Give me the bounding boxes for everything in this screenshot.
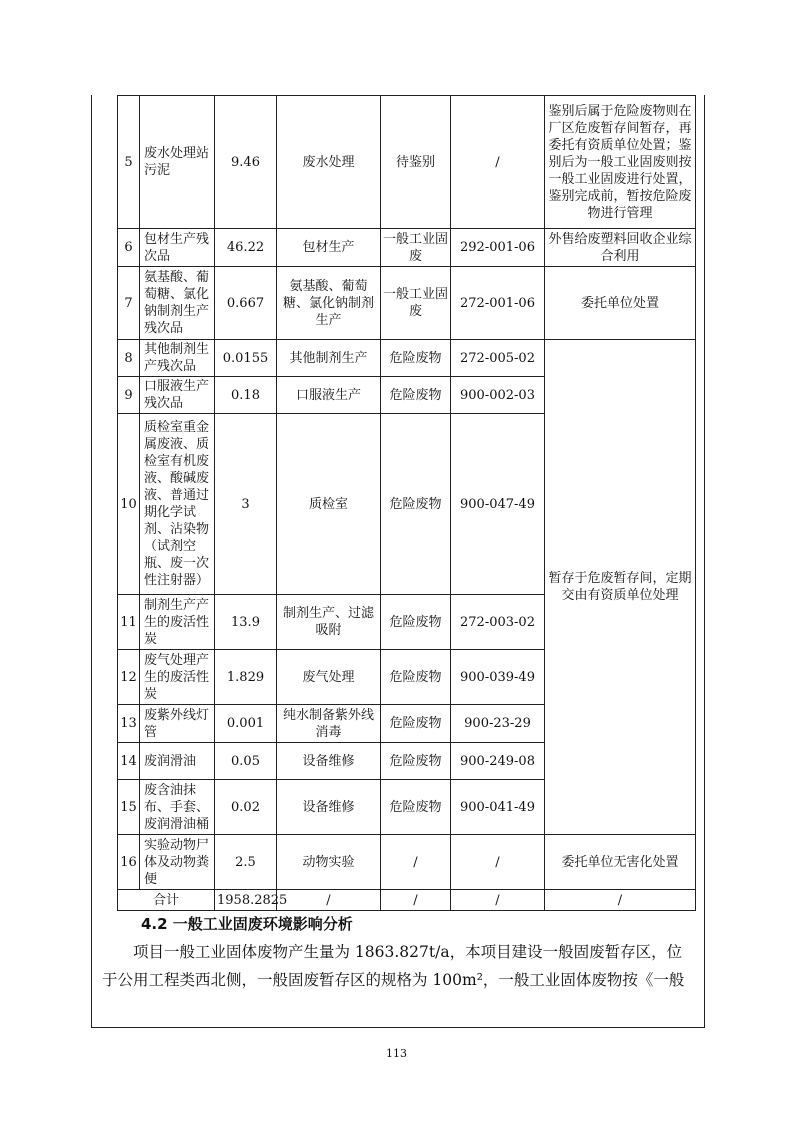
waste-amount: 2.5: [215, 835, 277, 890]
row-number: 16: [118, 835, 140, 890]
waste-name: 包材生产残次品: [140, 229, 215, 267]
waste-source: 设备维修: [277, 780, 381, 835]
table-row: [118, 340, 696, 377]
total-label: 合计: [118, 890, 215, 911]
waste-code: /: [451, 96, 545, 229]
waste-category: 危险废物: [381, 340, 451, 377]
waste-category: 待鉴别: [381, 96, 451, 229]
row-number: 5: [118, 96, 140, 229]
waste-disposal: 外售给废塑料回收企业综合利用: [545, 229, 696, 267]
waste-code: 900-039-49: [451, 650, 545, 705]
waste-disposal: 委托单位处置: [545, 267, 696, 340]
table-row: [118, 96, 696, 229]
total-code: /: [451, 890, 545, 911]
waste-category: /: [381, 835, 451, 890]
page-number: 113: [386, 1047, 407, 1060]
waste-amount: 0.667: [215, 267, 277, 340]
waste-source: 废水处理: [277, 96, 381, 229]
row-number: 14: [118, 743, 140, 780]
waste-code: 272-001-06: [451, 267, 545, 340]
table-row: [118, 835, 696, 890]
waste-source: 其他制剂生产: [277, 340, 381, 377]
waste-amount: 1.829: [215, 650, 277, 705]
row-number: 15: [118, 780, 140, 835]
waste-category: 危险废物: [381, 650, 451, 705]
waste-code: 900-002-03: [451, 377, 545, 414]
waste-source: 纯水制备紫外线消毒: [277, 705, 381, 743]
waste-source: 动物实验: [277, 835, 381, 890]
solid-waste-table: [117, 95, 696, 911]
waste-amount: 13.9: [215, 595, 277, 650]
paragraph-line: 于公用工程类西北侧，一般固废暂存区的规格为 100m²，一般工业固体废物按《一般: [102, 971, 685, 989]
waste-amount: 0.0155: [215, 340, 277, 377]
waste-name: 氨基酸、葡萄糖、氯化钠制剂生产残次品: [140, 267, 215, 340]
waste-name: 口服液生产残次品: [140, 377, 215, 414]
waste-source: 制剂生产、过滤吸附: [277, 595, 381, 650]
waste-code: /: [451, 835, 545, 890]
waste-code: 900-249-08: [451, 743, 545, 780]
waste-source: 包材生产: [277, 229, 381, 267]
merged-disposal: 暂存于危废暂存间，定期交由有资质单位处理: [545, 340, 696, 835]
row-number: 8: [118, 340, 140, 377]
total-disposal: /: [545, 890, 696, 911]
table-row: [118, 267, 696, 340]
total-row: [118, 890, 696, 911]
row-number: 11: [118, 595, 140, 650]
waste-source: 氨基酸、葡萄糖、氯化钠制剂生产: [277, 267, 381, 340]
total-source: /: [277, 890, 381, 911]
row-number: 7: [118, 267, 140, 340]
waste-name: 废水处理站污泥: [140, 96, 215, 229]
waste-category: 危险废物: [381, 780, 451, 835]
waste-category: 一般工业固废: [381, 267, 451, 340]
waste-name: 实验动物尸体及动物粪便: [140, 835, 215, 890]
waste-code: 272-005-02: [451, 340, 545, 377]
waste-name: 质检室重金属废液、质检室有机废液、酸碱废液、普通过期化学试剂、沾染物（试剂空瓶、废一次性注射器）: [140, 414, 215, 595]
waste-amount: 0.05: [215, 743, 277, 780]
waste-amount: 46.22: [215, 229, 277, 267]
waste-name: 废润滑油: [140, 743, 215, 780]
paragraph-line: 项目一般工业固体废物产生量为 1863.827t/a，本项目建设一般固废暂存区，位: [133, 943, 683, 961]
waste-amount: 0.001: [215, 705, 277, 743]
waste-amount: 3: [215, 414, 277, 595]
waste-category: 一般工业固废: [381, 229, 451, 267]
row-number: 13: [118, 705, 140, 743]
waste-amount: 0.18: [215, 377, 277, 414]
total-amount: 1958.2825: [215, 890, 277, 911]
waste-code: 292-001-06: [451, 229, 545, 267]
waste-disposal: 鉴别后属于危险废物则在厂区危废暂存间暂存，再委托有资质单位处置；鉴别后为一般工业固废则按一般工业固废进行处置，鉴别完成前，暂按危险废物进行管理: [545, 96, 696, 229]
waste-name: 废气处理产生的废活性炭: [140, 650, 215, 705]
waste-name: 废紫外线灯管: [140, 705, 215, 743]
row-number: 12: [118, 650, 140, 705]
waste-name: 废含油抹布、手套、废润滑油桶: [140, 780, 215, 835]
waste-code: 900-041-49: [451, 780, 545, 835]
body-paragraph: [102, 938, 696, 994]
row-number: 10: [118, 414, 140, 595]
waste-source: 质检室: [277, 414, 381, 595]
waste-amount: 0.02: [215, 780, 277, 835]
waste-code: 272-003-02: [451, 595, 545, 650]
waste-category: 危险废物: [381, 377, 451, 414]
waste-amount: 9.46: [215, 96, 277, 229]
waste-category: 危险废物: [381, 743, 451, 780]
total-category: /: [381, 890, 451, 911]
waste-code: 900-047-49: [451, 414, 545, 595]
waste-name: 制剂生产产生的废活性炭: [140, 595, 215, 650]
waste-source: 口服液生产: [277, 377, 381, 414]
waste-source: 废气处理: [277, 650, 381, 705]
table-row: [118, 229, 696, 267]
waste-name: 其他制剂生产残次品: [140, 340, 215, 377]
row-number: 6: [118, 229, 140, 267]
row-number: 9: [118, 377, 140, 414]
waste-category: 危险废物: [381, 414, 451, 595]
waste-source: 设备维修: [277, 743, 381, 780]
waste-category: 危险废物: [381, 705, 451, 743]
waste-code: 900-23-29: [451, 705, 545, 743]
section-heading: 4.2 一般工业固废环境影响分析: [141, 915, 353, 933]
waste-disposal: 委托单位无害化处置: [545, 835, 696, 890]
waste-category: 危险废物: [381, 595, 451, 650]
